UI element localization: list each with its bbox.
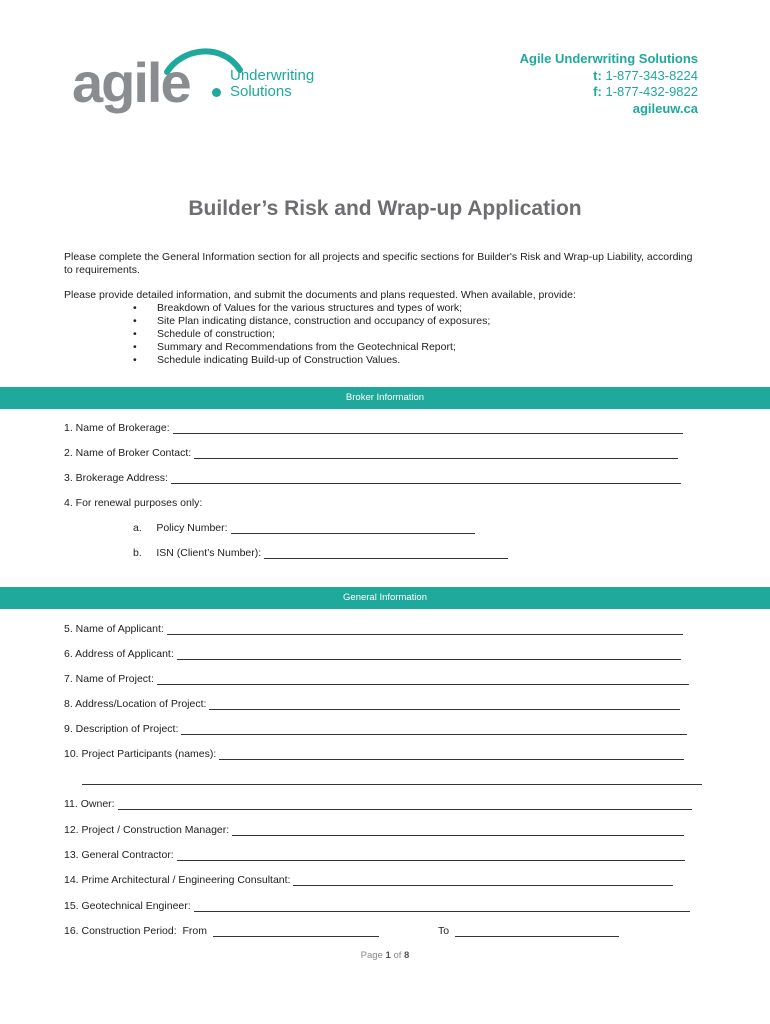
- geotechnical-engineer-field[interactable]: [64, 900, 690, 912]
- phone-label: t:: [593, 67, 602, 83]
- isn-field[interactable]: [133, 547, 508, 559]
- contact-block: [520, 51, 698, 117]
- field-label: 1. Name of Brokerage:: [64, 422, 170, 434]
- input-line[interactable]: [173, 422, 683, 434]
- field-label: 15. Geotechnical Engineer:: [64, 900, 191, 912]
- project-participants-continued[interactable]: [82, 773, 702, 785]
- logo-wordmark: agile: [72, 51, 190, 114]
- field-label: 9. Description of Project:: [64, 723, 179, 735]
- website-link[interactable]: agileuw.ca: [632, 100, 698, 116]
- phone-line: [520, 68, 698, 85]
- input-line[interactable]: [171, 472, 681, 484]
- field-label: 8. Address/Location of Project:: [64, 698, 207, 710]
- renewal-label: [64, 497, 202, 509]
- intro-paragraph-2: Please provide detailed information, and submit the documents and plans requested. When available, provide:: [64, 289, 576, 301]
- prime-consultant-field[interactable]: [64, 874, 673, 886]
- list-item-text: Schedule of construction;: [157, 328, 275, 340]
- input-line[interactable]: [219, 748, 684, 760]
- fax-number: 1-877-432-9822: [605, 84, 698, 99]
- broker-section-header: Broker Information: [0, 387, 770, 409]
- field-label: To: [438, 925, 450, 937]
- input-line[interactable]: [177, 849, 685, 861]
- field-label: 10. Project Participants (names):: [64, 748, 217, 760]
- construction-manager-field[interactable]: [64, 824, 684, 836]
- logo-sub-line1: Underwriting: [230, 67, 315, 84]
- company-name: Agile Underwriting Solutions: [519, 51, 698, 66]
- input-line[interactable]: [455, 925, 619, 937]
- phone-number: 1-877-343-8224: [605, 67, 698, 83]
- list-item-text: Site Plan indicating distance, construction and occupancy of exposures;: [157, 315, 491, 327]
- input-line[interactable]: [167, 623, 683, 635]
- input-line[interactable]: [177, 648, 681, 660]
- applicant-address-field[interactable]: [64, 648, 681, 660]
- field-label: 11. Owner:: [64, 798, 115, 810]
- input-line[interactable]: [118, 798, 692, 810]
- field-label: 7. Name of Project:: [64, 673, 154, 685]
- bullet-icon: •: [133, 315, 137, 327]
- bullet-icon: •: [133, 341, 137, 353]
- broker-contact-field[interactable]: [64, 447, 678, 459]
- logo-sub-line2: Solutions: [230, 83, 292, 100]
- construction-period-from-field[interactable]: [64, 925, 379, 937]
- logo-dot-icon: [212, 88, 221, 97]
- list-item-text: Summary and Recommendations from the Geotechnical Report;: [157, 341, 456, 353]
- bullet-icon: •: [133, 328, 137, 340]
- applicant-name-field[interactable]: [64, 623, 683, 635]
- project-name-field[interactable]: [64, 673, 689, 685]
- bullet-icon: •: [133, 354, 137, 366]
- input-line[interactable]: [194, 447, 678, 459]
- fax-label: f:: [593, 84, 602, 99]
- field-label: 6. Address of Applicant:: [64, 648, 174, 660]
- owner-field[interactable]: [64, 798, 692, 810]
- general-section-header: General Information: [0, 587, 770, 609]
- project-description-field[interactable]: [64, 723, 687, 735]
- intro-paragraph-1: Please complete the General Information section for all projects and specific sections for Builder's Risk and Wrap-up Liability, according to requirements.: [64, 251, 693, 276]
- input-line[interactable]: [82, 773, 702, 785]
- list-item: [133, 354, 490, 367]
- current-page: 1: [385, 950, 391, 961]
- input-line[interactable]: [293, 874, 673, 886]
- logo-subtitle: [230, 68, 314, 100]
- input-line[interactable]: [209, 698, 680, 710]
- bullet-icon: •: [133, 302, 137, 314]
- field-label: 14. Prime Architectural / Engineering Consultant:: [64, 874, 291, 886]
- list-item: [133, 315, 490, 328]
- company-logo: [72, 44, 342, 118]
- page-number: [0, 950, 770, 961]
- policy-number-field[interactable]: [133, 522, 475, 534]
- requirements-list: [133, 302, 490, 367]
- brokerage-name-field[interactable]: [64, 422, 683, 434]
- fax-line: [520, 84, 698, 101]
- list-item: [133, 302, 490, 315]
- input-line[interactable]: [157, 673, 689, 685]
- input-line[interactable]: [231, 522, 475, 534]
- field-label: 3. Brokerage Address:: [64, 472, 168, 484]
- input-line[interactable]: [181, 723, 687, 735]
- construction-period-to-field[interactable]: [438, 925, 619, 937]
- field-label: b. ISN (Client’s Number):: [133, 547, 262, 559]
- of-word: of: [393, 950, 402, 961]
- field-label: 4. For renewal purposes only:: [64, 497, 203, 509]
- total-pages: 8: [404, 950, 410, 961]
- page-word: Page: [360, 950, 383, 961]
- project-location-field[interactable]: [64, 698, 680, 710]
- general-contractor-field[interactable]: [64, 849, 685, 861]
- field-label: 2. Name of Broker Contact:: [64, 447, 192, 459]
- list-item-text: Schedule indicating Build-up of Construction Values.: [157, 354, 401, 366]
- field-label: 12. Project / Construction Manager:: [64, 824, 230, 836]
- project-participants-field[interactable]: [64, 748, 684, 760]
- brokerage-address-field[interactable]: [64, 472, 681, 484]
- input-line[interactable]: [264, 547, 508, 559]
- field-label: a. Policy Number:: [133, 522, 228, 534]
- list-item: [133, 328, 490, 341]
- field-label: 5. Name of Applicant:: [64, 623, 164, 635]
- page-title: Builder’s Risk and Wrap-up Application: [188, 197, 582, 220]
- input-line[interactable]: [213, 925, 379, 937]
- list-item-text: Breakdown of Values for the various structures and types of work;: [157, 302, 463, 314]
- field-label: 16. Construction Period: From: [64, 925, 207, 937]
- input-line[interactable]: [194, 900, 690, 912]
- list-item: [133, 341, 490, 354]
- field-label: 13. General Contractor:: [64, 849, 174, 861]
- input-line[interactable]: [232, 824, 684, 836]
